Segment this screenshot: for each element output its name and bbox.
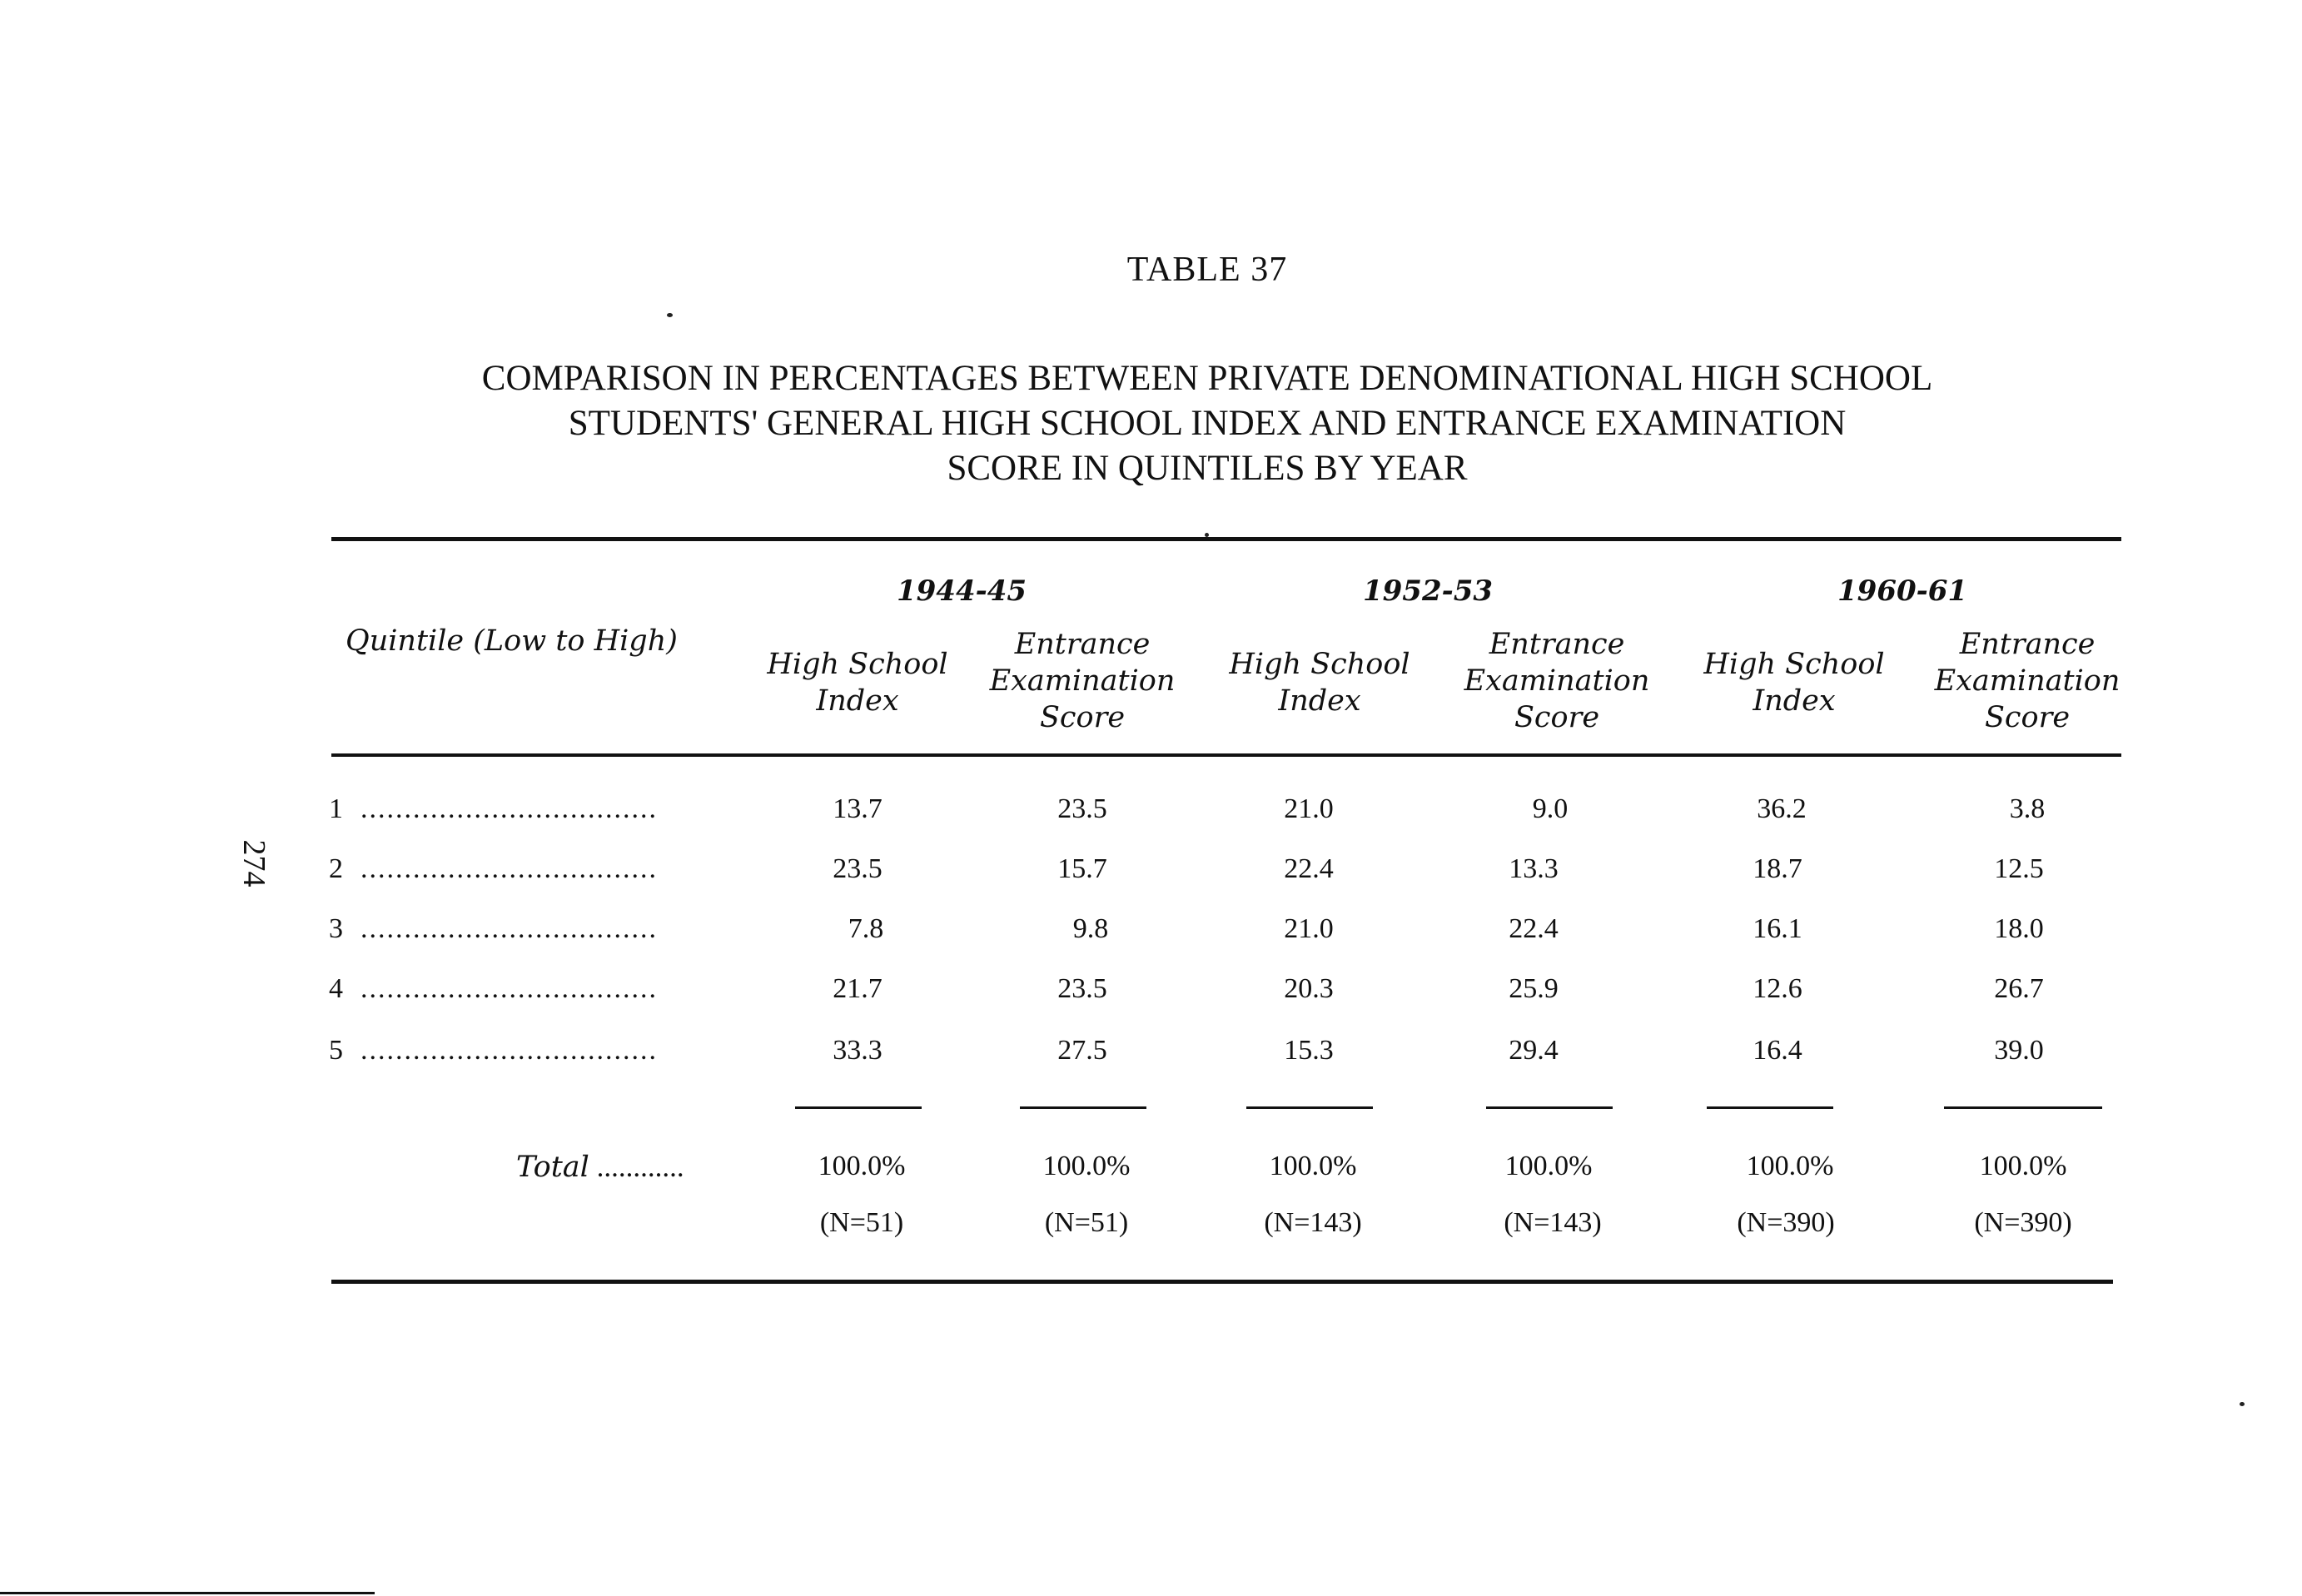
col-header-line: Score xyxy=(1039,701,1126,734)
table-cell: 21.7 xyxy=(833,973,883,1004)
col-header-line: Examination xyxy=(989,664,1176,698)
sum-rule xyxy=(1020,1106,1146,1109)
row-label-4 xyxy=(329,973,658,1005)
col-header-line: Examination xyxy=(1934,664,2121,698)
table-cell: 16.4 xyxy=(1753,1035,1802,1066)
col-header-line: Score xyxy=(1514,701,1600,734)
table-cell: 21.0 xyxy=(1284,913,1334,944)
table-cell: 23.5 xyxy=(833,853,883,884)
table-cell: 23.5 xyxy=(1057,793,1107,824)
table-cell: 36.2 xyxy=(1757,793,1807,824)
title-line-2: STUDENTS' GENERAL HIGH SCHOOL INDEX AND ENTRANCE EXAMINATION xyxy=(568,404,1847,443)
sum-rule xyxy=(1486,1106,1613,1109)
leader-dots: .................................. xyxy=(360,1035,658,1066)
col-header-hsi-1944 xyxy=(733,646,982,719)
total-cell: 100.0% xyxy=(1979,1151,2067,1181)
col-header-line: Score xyxy=(1984,701,2071,734)
col-header-line: Examination xyxy=(1464,664,1650,698)
total-cell: 100.0% xyxy=(1504,1151,1593,1181)
total-text: Total xyxy=(516,1151,589,1184)
table-cell: 33.3 xyxy=(833,1035,883,1066)
table-cell: 16.1 xyxy=(1753,913,1802,944)
table-cell: 13.3 xyxy=(1509,853,1559,884)
table-cell: 15.7 xyxy=(1057,853,1107,884)
table-cell: 9.8 xyxy=(1072,913,1109,944)
leader-dots: .................................. xyxy=(360,853,658,884)
total-label xyxy=(516,1151,684,1184)
col-header-line: Index xyxy=(816,684,899,718)
table-cell: 29.4 xyxy=(1509,1035,1559,1066)
col-header-line: High School xyxy=(1703,648,1885,681)
total-cell: 100.0% xyxy=(1042,1151,1131,1181)
sum-rule xyxy=(795,1106,922,1109)
col-header-line: Entrance xyxy=(1489,628,1625,661)
row-label-2 xyxy=(329,853,658,885)
table-cell: 7.8 xyxy=(848,913,884,944)
sum-rule xyxy=(1246,1106,1373,1109)
table-cell: 26.7 xyxy=(1994,973,2044,1004)
col-header-exam-1952 xyxy=(1432,626,1682,736)
table-title xyxy=(0,356,2302,491)
year-header-1960: 1960-61 xyxy=(1837,574,1968,608)
table-cell: 15.3 xyxy=(1284,1035,1334,1066)
table-cell: 25.9 xyxy=(1509,973,1559,1004)
table-cell: 13.7 xyxy=(833,793,883,824)
table-cell: 12.6 xyxy=(1753,973,1802,1004)
table-top-rule xyxy=(331,537,2121,541)
row-number: 3 xyxy=(329,913,343,944)
row-number: 4 xyxy=(329,973,343,1004)
n-cell: (N=51) xyxy=(819,1207,904,1238)
scan-speck xyxy=(667,313,673,317)
col-header-line: Index xyxy=(1278,684,1361,718)
table-cell: 22.4 xyxy=(1509,913,1559,944)
n-cell: (N=143) xyxy=(1264,1207,1362,1238)
n-cell: (N=390) xyxy=(1974,1207,2072,1238)
n-cell: (N=51) xyxy=(1044,1207,1129,1238)
col-header-line: Index xyxy=(1753,684,1836,718)
n-cell: (N=143) xyxy=(1504,1207,1602,1238)
table-cell: 21.0 xyxy=(1284,793,1334,824)
leader-dots: .................................. xyxy=(360,973,658,1004)
row-label-3 xyxy=(329,913,658,945)
total-cell: 100.0% xyxy=(1269,1151,1357,1181)
col-header-hsi-1952 xyxy=(1195,646,1444,719)
year-header-1944: 1944-45 xyxy=(896,574,1027,608)
col-header-line: Entrance xyxy=(1014,628,1151,661)
table-cell: 39.0 xyxy=(1994,1035,2044,1066)
table-cell: 22.4 xyxy=(1284,853,1334,884)
leader-dots: .................................. xyxy=(360,793,658,824)
table-cell: 12.5 xyxy=(1994,853,2044,884)
table-bottom-rule xyxy=(331,1280,2113,1284)
table-header-rule xyxy=(331,753,2121,757)
table-cell: 23.5 xyxy=(1057,973,1107,1004)
table-cell: 20.3 xyxy=(1284,973,1334,1004)
col-header-exam-1944 xyxy=(957,626,1207,736)
table-cell: 9.0 xyxy=(1532,793,1569,824)
row-number: 2 xyxy=(329,853,343,884)
n-cell: (N=390) xyxy=(1737,1207,1835,1238)
table-number: TABLE 37 xyxy=(1126,251,1288,289)
row-number: 1 xyxy=(329,793,343,824)
table-cell: 3.8 xyxy=(2009,793,2046,824)
page-edge-line xyxy=(0,1592,375,1594)
leader-dots: ............ xyxy=(596,1151,684,1183)
col-header-line: High School xyxy=(1229,648,1410,681)
table-cell: 27.5 xyxy=(1057,1035,1107,1066)
row-number: 5 xyxy=(329,1035,343,1066)
table-cell: 18.0 xyxy=(1994,913,2044,944)
stub-header: Quintile (Low to High) xyxy=(346,624,678,658)
col-header-exam-1960 xyxy=(1902,626,2152,736)
scan-speck xyxy=(2240,1402,2245,1406)
total-cell: 100.0% xyxy=(1746,1151,1834,1181)
scan-speck xyxy=(1205,533,1209,537)
title-line-3: SCORE IN QUINTILES BY YEAR xyxy=(947,449,1468,488)
table-cell: 18.7 xyxy=(1753,853,1802,884)
sum-rule xyxy=(1707,1106,1833,1109)
leader-dots: .................................. xyxy=(360,913,658,944)
col-header-line: Entrance xyxy=(1959,628,2096,661)
total-cell: 100.0% xyxy=(818,1151,906,1181)
page-number: 274 xyxy=(236,839,271,887)
title-line-1: COMPARISON IN PERCENTAGES BETWEEN PRIVATE DENOMINATIONAL HIGH SCHOOL xyxy=(481,359,1933,398)
col-header-hsi-1960 xyxy=(1669,646,1919,719)
row-label-1 xyxy=(329,793,658,825)
row-label-5 xyxy=(329,1035,658,1066)
sum-rule xyxy=(1944,1106,2102,1109)
year-header-1952: 1952-53 xyxy=(1362,574,1494,608)
col-header-line: High School xyxy=(767,648,948,681)
